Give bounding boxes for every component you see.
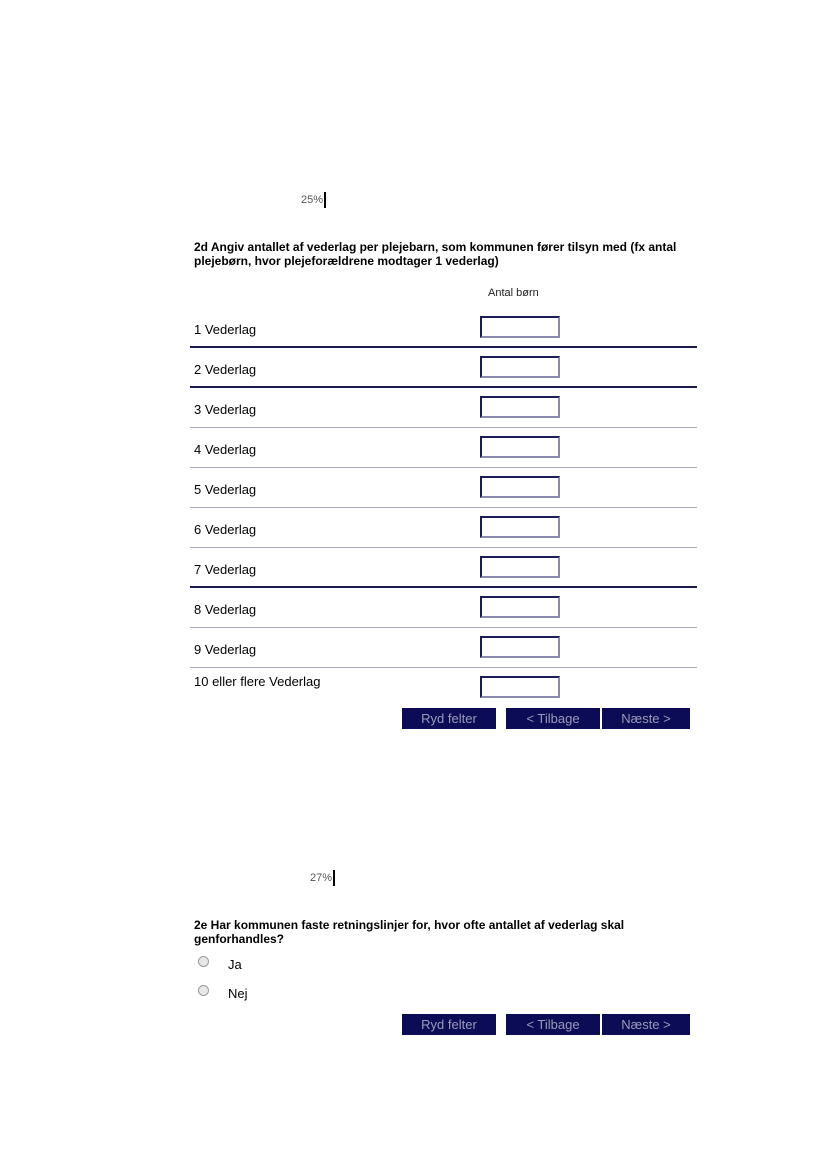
progress-indicator [310,870,335,886]
button-bar [402,708,690,729]
next-button[interactable]: Næste > [602,1014,690,1035]
row-label: 10 eller flere Vederlag [194,674,321,689]
row-label: 3 Vederlag [194,402,257,417]
back-button[interactable]: < Tilbage [506,1014,602,1035]
antal-input-7[interactable] [480,556,560,578]
antal-input-10[interactable] [480,676,560,698]
antal-input-1[interactable] [480,316,560,338]
table-row [190,628,697,668]
antal-input-3[interactable] [480,396,560,418]
next-button[interactable]: Næste > [602,708,690,729]
back-button[interactable]: < Tilbage [506,708,602,729]
progress-text: 27% [310,872,333,884]
progress-text: 25% [301,194,324,206]
radio-button[interactable] [198,985,209,996]
clear-fields-button[interactable]: Ryd felter [402,708,496,729]
row-label: 9 Vederlag [194,642,257,657]
row-label: 6 Vederlag [194,522,257,537]
antal-input-6[interactable] [480,516,560,538]
table-row [190,428,697,468]
clear-fields-button[interactable]: Ryd felter [402,1014,496,1035]
question-2d: 2d Angiv antallet af vederlag per plejebarn, som kommunen fører tilsyn med (fx antal plejebørn, hvor plejeforældrene modtager 1 vederlag) [194,240,677,268]
row-label: 1 Vederlag [194,322,257,337]
antal-input-8[interactable] [480,596,560,618]
vederlag-grid [190,308,697,714]
table-row [190,588,697,628]
option-nej[interactable] [198,986,248,1001]
table-row [190,348,697,388]
option-label: Ja [228,957,242,972]
antal-input-4[interactable] [480,436,560,458]
table-row [190,388,697,428]
antal-input-2[interactable] [480,356,560,378]
option-ja[interactable] [198,957,242,972]
row-label: 2 Vederlag [194,362,257,377]
table-row [190,308,697,348]
table-row [190,548,697,588]
column-header: Antal børn [488,287,539,299]
progress-indicator [301,192,326,208]
progress-bar [333,870,335,886]
button-bar [402,1014,690,1035]
question-2e: 2e Har kommunen faste retningslinjer for, hvor ofte antallet af vederlag skal genforhandles? [194,918,625,946]
antal-input-9[interactable] [480,636,560,658]
row-label: 7 Vederlag [194,562,257,577]
table-row [190,468,697,508]
row-label: 8 Vederlag [194,602,257,617]
row-label: 5 Vederlag [194,482,257,497]
table-row [190,508,697,548]
antal-input-5[interactable] [480,476,560,498]
option-label: Nej [228,986,248,1001]
radio-button[interactable] [198,956,209,967]
row-label: 4 Vederlag [194,442,257,457]
progress-bar [324,192,326,208]
